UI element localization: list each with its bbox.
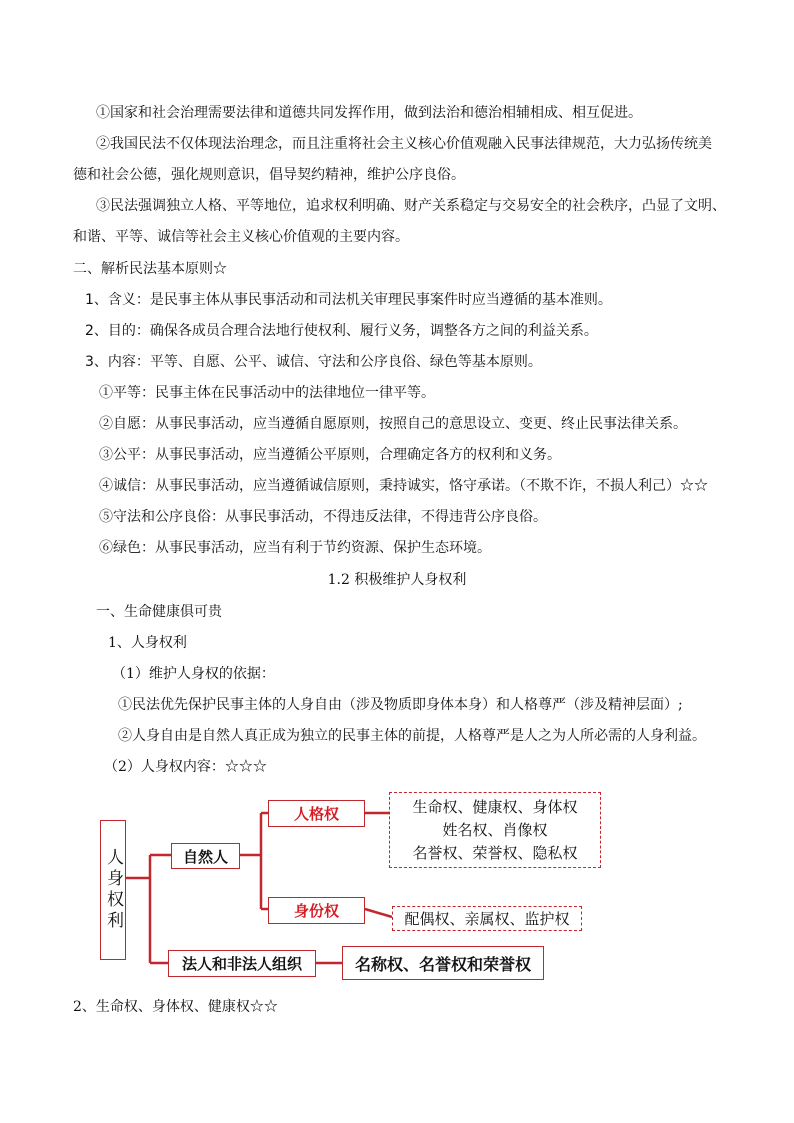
root-node-label: 人身权利	[103, 848, 123, 932]
identity-items-box: 配偶权、亲属权、监护权	[392, 906, 582, 931]
natural-person-node: 自然人	[171, 843, 240, 869]
part1-sub2	[73, 997, 278, 1017]
principle-1: ①平等：民事主体在民事活动中的法律地位一律平等。	[99, 385, 435, 401]
legal-person-node: 法人和非法人组织	[168, 950, 316, 977]
legal-person-rights-node: 名称权、名誉权和荣誉权	[342, 946, 544, 980]
principle-4-text: ④诚信：从事民事活动，应当遵循诚信原则，秉持诚实，恪守承诺。（不欺不诈，不损人利己）	[99, 478, 680, 494]
personality-item: 名誉权、荣誉权、隐私权	[412, 844, 578, 862]
star-rating-icon: ☆☆	[680, 478, 708, 494]
part1-sub1-2-text: （2）人身权内容：	[104, 759, 225, 775]
paragraph-2-line2: 德和社会公德，强化规则意识，倡导契约精神，维护公序良俗。	[73, 167, 465, 183]
star-rating-icon: ☆	[213, 261, 227, 277]
basis-1: ①民法优先保护民事主体的人身自由（涉及物质即身体本身）和人格尊严（涉及精神层面）;	[118, 697, 683, 713]
principle-3: ③公平：从事民事活动，应当遵循公平原则，合理确定各方的权利和义务。	[99, 447, 561, 463]
section2-heading	[73, 259, 227, 279]
principle-2: ②自愿：从事民事活动，应当遵循自愿原则，按照自己的意思设立、变更、终止民事法律关系。	[99, 416, 687, 432]
lesson-title: 1.2 积极维护人身权利	[327, 572, 467, 588]
part1-sub1-2	[104, 757, 267, 777]
star-rating-icon: ☆☆	[249, 999, 278, 1015]
personality-items-box	[389, 792, 601, 868]
section2-heading-text: 二、解析民法基本原则	[73, 261, 213, 277]
part1-sub2-text: 2、生命权、身体权、健康权	[73, 999, 250, 1015]
principle-4	[99, 476, 708, 496]
part1-sub1: 1、人身权利	[108, 635, 187, 651]
paragraph-3-line1: ③民法强调独立人格、平等地位，追求权利明确、财产关系稳定与交易安全的社会秩序，凸显了文明、	[96, 198, 726, 214]
section2-item-2: 2、目的：确保各成员合理合法地行使权利、履行义务，调整各方之间的利益关系。	[85, 323, 598, 339]
principle-6: ⑥绿色：从事民事活动，应当有利于节约资源、保护生态环境。	[99, 540, 491, 556]
star-rating-icon: ☆☆☆	[224, 759, 267, 775]
personality-item: 生命权、健康权、身体权	[412, 798, 578, 816]
personality-item: 姓名权、肖像权	[442, 821, 548, 839]
section2-item-1: 1、含义：是民事主体从事民事活动和司法机关审理民事案件时应当遵循的基本准则。	[85, 292, 612, 308]
part1-heading: 一、生命健康俱可贵	[96, 604, 222, 620]
root-node	[100, 820, 126, 960]
principle-5: ⑤守法和公序良俗：从事民事活动，不得违反法律，不得违背公序良俗。	[99, 509, 547, 525]
rights-diagram	[0, 780, 794, 990]
paragraph-1: ①国家和社会治理需要法律和道德共同发挥作用，做到法治和德治相辅相成、相互促进。	[96, 105, 642, 121]
part1-sub1-1: （1）维护人身权的依据：	[112, 666, 275, 682]
paragraph-3-line2: 和谐、平等、诚信等社会主义核心价值观的主要内容。	[73, 229, 409, 245]
personality-right-node: 人格权	[268, 800, 365, 827]
basis-2: ②人身自由是自然人真正成为独立的民事主体的前提，人格尊严是人之为人所必需的人身利益。	[118, 728, 706, 744]
identity-right-node: 身份权	[268, 897, 365, 924]
paragraph-2-line1: ②我国民法不仅体现法治理念，而且注重将社会主义核心价值观融入民事法律规范，大力弘扬传统美	[96, 136, 712, 152]
section2-item-3: 3、内容：平等、自愿、公平、诚信、守法和公序良俗、绿色等基本原则。	[85, 354, 542, 370]
